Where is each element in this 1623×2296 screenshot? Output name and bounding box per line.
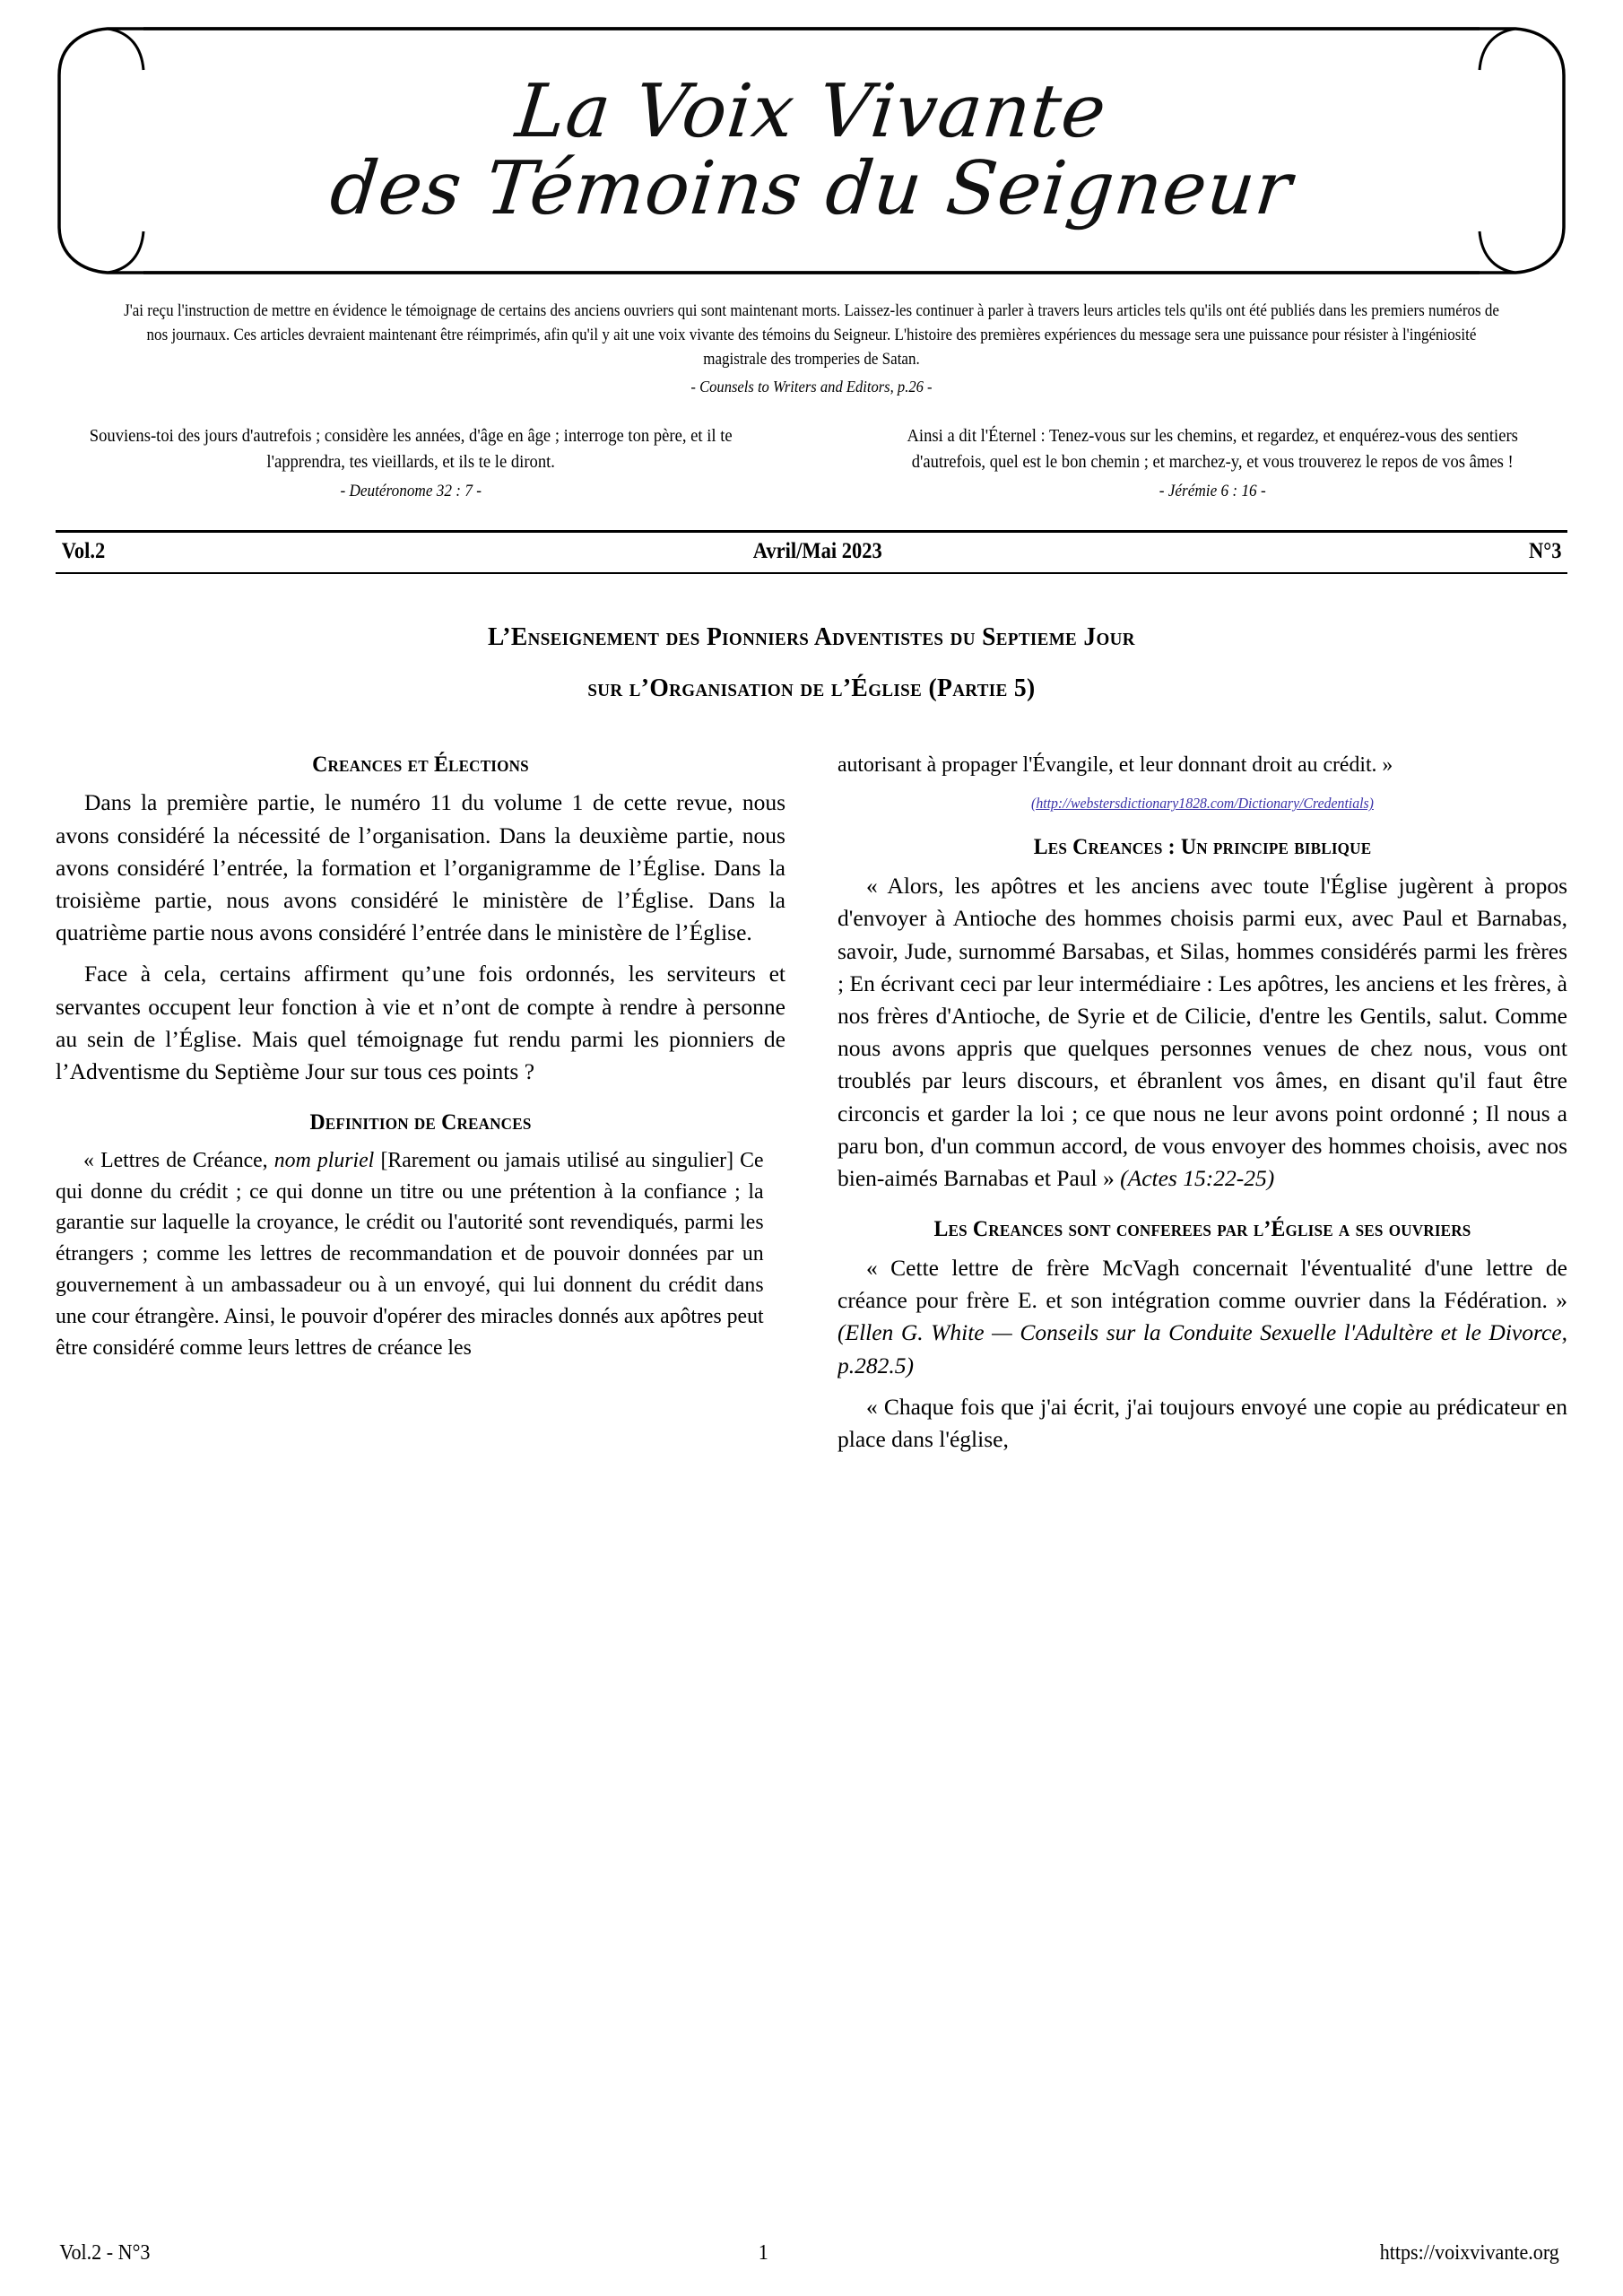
actes-quote-reference: (Actes 15:22-25) <box>1120 1164 1275 1191</box>
paragraph-intro-partie: Dans la première partie, le numéro 11 du volume 1 de cette revue, nous avons considéré la nécessité de l’organisation. Dans la deuxième partie, nous avons considéré l’entrée, la formation et l’organigramme de l’Église. Dans la troisième partie, nous avons considéré le ministère de l’Église. Dans la quatrième partie nous avons considéré l’entrée dans le ministère de l’Église. <box>56 789 785 946</box>
volume-label: Vol.2 <box>61 539 106 564</box>
volume-bar-bottom-rule <box>56 572 1567 574</box>
webster-dictionary-source-link[interactable]: (http://webstersdictionary1828.com/Dictionary/Credentials) <box>1031 795 1374 813</box>
actes-quote-text: « Alors, les apôtres et les anciens avec toute l'Église jugèrent à propos d'envoyer à Antioche des hommes choisis parmi eux, avec Paul et Barnabas, savoir, Jude, surnommé Barsabas, et Silas, hommes considérés parmi les frères ; En écrivant ceci par leur intermédiaire : Les apôtres, les anciens et les frères, à nos frères d'Antioche, de Syrie et de Cilicie, d'entre les Gentils, salut. Comme nous avons appris que quelques personnes venues de chez nous, vous ont troublés par leurs discours, et ébranlent vos âmes, en disant qu'il faut être circoncis et garder la loi ; ce que nous ne leur avons point ordonné ; Il nous a paru bon, d'un commun accord, de vous envoyer des hommes choisis, avec nos bien-aimés Barnabas et Paul » <box>838 873 1567 1191</box>
issue-date: Avril/Mai 2023 <box>752 539 882 564</box>
volume-bar <box>56 530 1567 574</box>
verse-left-text: Souviens-toi des jours d'autrefois ; considère les années, d'âge en âge ; interroge ton père, et il te l'apprendra, tes vieillards, et ils te le diront. <box>89 426 733 472</box>
masthead-title-line-2: des Témoins du Seigneur <box>326 146 1297 231</box>
footer-page-number: 1 <box>758 2241 768 2265</box>
masthead-title-line-1: La Voix Vivante <box>512 69 1111 155</box>
section-heading-definition-de-creances: Definition de Creances <box>309 1110 532 1135</box>
verse-left <box>81 423 742 503</box>
column-right <box>838 750 1567 2032</box>
verse-right-text: Ainsi a dit l'Éternel : Tenez-vous sur les chemins, et regardez, et enquérez-vous des sentiers d'autrefois, quel est le bon chemin ; et marchez-y, et vous trouverez le repos de vos âmes ! <box>907 426 1518 472</box>
section-heading-creances-et-elections: Creances et Élections <box>312 752 529 777</box>
paragraph-face-a-cela: Face à cela, certains affirment qu’une fois ordonnés, les serviteurs et servantes occupent leur fonction à vie et n’ont de compte à rendre à personne au sein de l’Église. Mais quel témoignage fut rendu parmi les pionniers de l’Adventisme du Septième Jour sur tous ces points ? <box>56 961 785 1084</box>
masthead-decorative-frame <box>56 25 1567 276</box>
section-heading-principe-biblique: Les Creances : Un principe biblique <box>1033 835 1372 860</box>
paragraph-chaque-fois: « Chaque fois que j'ai écrit, j'ai toujours envoyé une copie au prédicateur en place dans l'église, <box>838 1393 1567 1452</box>
issue-number: N°3 <box>1529 539 1562 564</box>
verse-right-reference: - Jérémie 6 : 16 - <box>1159 483 1266 501</box>
paragraph-mcvagh-quote <box>838 1252 1567 1382</box>
article-title-line-1: L’Enseignement des Pionniers Adventistes du Septieme Jour <box>488 622 1135 652</box>
page-footer <box>56 2241 1567 2266</box>
definition-part-2: [Rarement ou jamais utilisé au singulier] Ce qui donne du crédit ; ce qui donne un titre ou une prétention à la confiance ; la garantie sur laquelle la croyance, le crédit ou l'autorité sont revendiqués, parmi les étrangers ; comme les lettres de recommandation et de pouvoir données par un gouvernement à un ambassadeur ou à un envoyé, qui lui donnent du crédit dans une cour étrangère. Ainsi, le pouvoir d'opérer des miracles donnés aux apôtres peut être considéré comme leurs lettres de créance les <box>56 1147 764 1360</box>
verse-left-reference: - Deutéronome 32 : 7 - <box>340 483 482 501</box>
footer-website-url[interactable]: https://voixvivante.org <box>1380 2241 1560 2265</box>
definition-part-1: « Lettres de Créance, <box>83 1147 274 1172</box>
column-left <box>56 750 785 2032</box>
article-title-line-2: sur l’Organisation de l’Église (Partie 5) <box>587 674 1036 703</box>
masthead <box>56 25 1567 276</box>
definition-italic-term: nom pluriel <box>273 1147 375 1172</box>
paragraph-definition-continuation: autorisant à propager l'Évangile, et leur donnant droit au crédit. » <box>838 752 1393 777</box>
paragraph-actes-quote <box>838 870 1567 1195</box>
ellen-white-citation: (Ellen G. White — Conseils sur la Conduite Sexuelle l'Adultère et le Divorce, p.282.5) <box>838 1319 1567 1378</box>
verse-right <box>881 423 1542 503</box>
article-body-columns <box>56 750 1567 2032</box>
intro-paragraph: J'ai reçu l'instruction de mettre en évidence le témoignage de certains des anciens ouvriers qui sont maintenant morts. Laissez-les continuer à parler à travers leurs articles tels qu'ils ont été publiés dans les premiers numéros de nos journaux. Ces articles devraient maintenant être réimprimés, afin qu'il y ait une voix vivante des témoins du Seigneur. L'histoire des premières expériences du message sera une puissance pour résister à l'ingéniosité magistrale des tromperies de Satan. <box>124 302 1499 369</box>
paragraph-definition-creances <box>56 1145 764 1363</box>
section-heading-creances-conferees: Les Creances sont conferees par l’Église a ses ouvriers <box>933 1217 1471 1242</box>
article-title <box>194 612 1428 713</box>
mcvagh-quote-text: « Cette lettre de frère McVagh concernait l'éventualité d'une lettre de créance pour frère E. et son intégration comme ouvrier dans la Fédération. » <box>838 1254 1567 1314</box>
intro-citation: - Counsels to Writers and Editors, p.26 - <box>690 378 933 396</box>
scripture-verses-row <box>56 423 1567 503</box>
footer-volume-issue: Vol.2 - N°3 <box>59 2241 151 2265</box>
